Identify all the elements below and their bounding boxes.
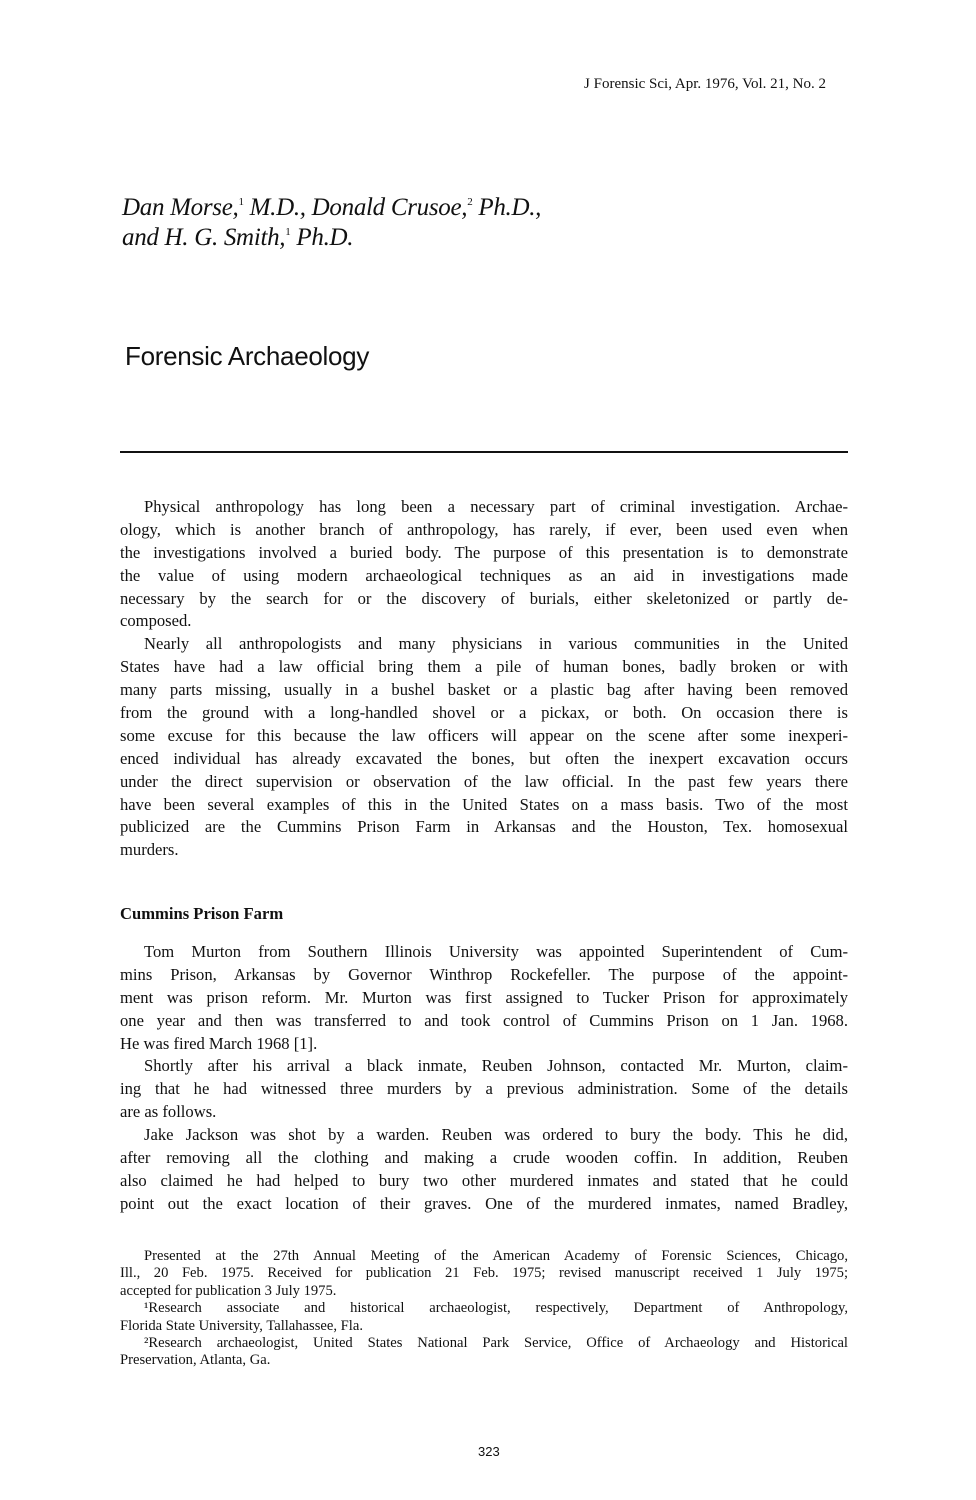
text-line: murders. bbox=[120, 840, 179, 860]
paragraph bbox=[120, 1055, 848, 1124]
text-line: necessary by the search for or the discovery of burials, either skeletonized or partly de- bbox=[120, 588, 848, 608]
text-line: ology, which is another branch of anthropology, has rarely, if ever, been used even when bbox=[120, 519, 848, 539]
journal-citation: J Forensic Sci, Apr. 1976, Vol. 21, No. 2 bbox=[584, 76, 826, 92]
text-line: many parts missing, usually in a bushel basket or a plastic bag after having been removed bbox=[120, 680, 848, 700]
text-line: Jake Jackson was shot by a warden. Reuben was ordered to bury the body. This he did, bbox=[144, 1125, 848, 1145]
text-line: publicized are the Cummins Prison Farm in Arkansas and the Houston, Tex. homosexual bbox=[120, 817, 848, 837]
text-line: composed. bbox=[120, 611, 192, 631]
text-line: Presented at the 27th Annual Meeting of the American Academy of Forensic Sciences, Chicago, bbox=[144, 1248, 848, 1264]
text-line: have been several examples of this in the United States on a mass basis. Two of the most bbox=[120, 794, 848, 814]
text-line: one year and then was transferred to and took control of Cummins Prison on 1 Jan. 1968. bbox=[120, 1010, 848, 1030]
text-line: ²Research archaeologist, United States National Park Service, Office of Archaeology and Historical bbox=[144, 1334, 848, 1351]
text-line: under the direct supervision or observation of the law official. In the past few years there bbox=[120, 771, 848, 791]
affiliation-marker: 1 bbox=[285, 226, 291, 238]
text-line: States have had a law official bring them a pile of human bones, badly broken or with bbox=[120, 657, 848, 677]
text-line: after removing all the clothing and making a crude wooden coffin. In addition, Reuben bbox=[120, 1148, 848, 1168]
footnotes bbox=[120, 1248, 848, 1370]
author-degree: Ph.D. bbox=[290, 224, 354, 251]
text-line: from the ground with a long-handled shovel or a pickax, or both. On occasion there is bbox=[120, 703, 848, 723]
footnote bbox=[120, 1248, 848, 1300]
footnote bbox=[120, 1300, 848, 1335]
paragraph bbox=[120, 496, 848, 633]
author-degree: M.D., bbox=[243, 194, 312, 221]
title-divider bbox=[120, 451, 848, 453]
text-line: Florida State University, Tallahassee, Fla. bbox=[120, 1317, 363, 1334]
text-line: Tom Murton from Southern Illinois University was appointed Superintendent of Cum- bbox=[144, 942, 848, 961]
paragraph bbox=[120, 1124, 848, 1216]
text-line: the value of using modern archaeological techniques as an aid in investigations made bbox=[120, 565, 848, 585]
author-line-1 bbox=[122, 190, 541, 220]
author-degree: Ph.D., bbox=[472, 194, 542, 221]
text-line: Ill., 20 Feb. 1975. Received for publication 21 Feb. 1975; revised manuscript received 1 July 1975; bbox=[120, 1265, 848, 1282]
paragraph bbox=[120, 941, 848, 1055]
author-name: and H. G. Smith, bbox=[122, 224, 286, 251]
text-line: ¹Research associate and historical archaeologist, respectively, Department of Anthropology, bbox=[144, 1300, 848, 1317]
text-line: enced individual has already excavated the bones, but often the inexpert excavation occurs bbox=[120, 748, 848, 768]
text-line: the investigations involved a buried body. The purpose of this presentation is to demonstrate bbox=[120, 542, 848, 562]
section-body bbox=[120, 941, 848, 1216]
text-line: accepted for publication 3 July 1975. bbox=[120, 1282, 337, 1299]
text-line: ment was prison reform. Mr. Murton was first assigned to Tucker Prison for approximately bbox=[120, 987, 848, 1007]
author-line-2 bbox=[122, 220, 541, 250]
text-line: ing that he had witnessed three murders by a previous administration. Some of the details bbox=[120, 1079, 848, 1099]
text-line: point out the exact location of their graves. One of the murdered inmates, named Bradley, bbox=[120, 1193, 848, 1213]
text-line: also claimed he had helped to bury two other murdered inmates and stated that he could bbox=[120, 1170, 848, 1190]
text-line: mins Prison, Arkansas by Governor Winthrop Rockefeller. The purpose of the appoint- bbox=[120, 964, 848, 984]
text-line: Nearly all anthropologists and many physicians in various communities in the United bbox=[144, 634, 848, 654]
text-line: He was fired March 1968 [1]. bbox=[120, 1033, 318, 1053]
page-number: 323 bbox=[478, 1444, 500, 1459]
intro-body bbox=[120, 496, 848, 862]
affiliation-marker: 2 bbox=[467, 196, 473, 208]
text-line: Preservation, Atlanta, Ga. bbox=[120, 1352, 271, 1369]
text-line: some excuse for this because the law officers will appear on the scene after some inexperi- bbox=[120, 725, 848, 745]
affiliation-marker: 1 bbox=[238, 196, 244, 208]
author-name: Dan Morse, bbox=[122, 194, 239, 221]
article-title: Forensic Archaeology bbox=[125, 341, 370, 371]
section-heading: Cummins Prison Farm bbox=[120, 904, 284, 923]
paragraph bbox=[120, 633, 848, 862]
author-name: Donald Crusoe, bbox=[311, 194, 468, 221]
footnote bbox=[120, 1335, 848, 1370]
text-line: are as follows. bbox=[120, 1102, 217, 1122]
text-line: Shortly after his arrival a black inmate, Reuben Johnson, contacted Mr. Murton, claim- bbox=[144, 1056, 848, 1076]
author-list bbox=[122, 190, 541, 250]
text-line: Physical anthropology has long been a necessary part of criminal investigation. Archae- bbox=[144, 497, 848, 516]
